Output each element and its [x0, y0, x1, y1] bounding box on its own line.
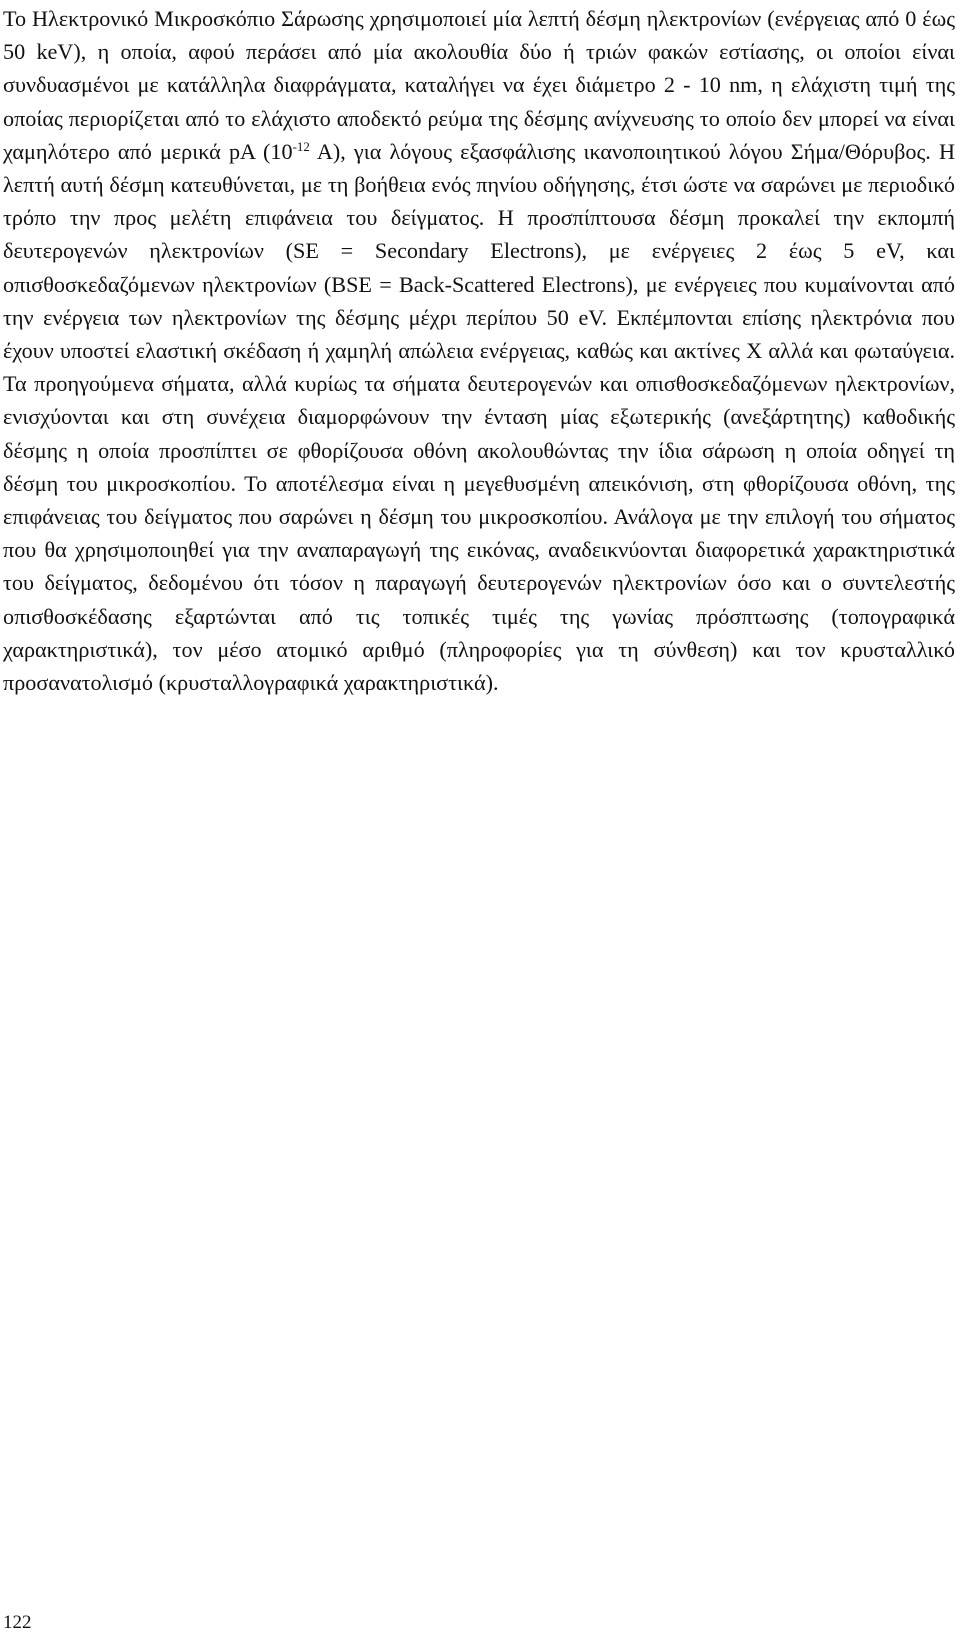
page-number: 122 [3, 1612, 32, 1633]
body-paragraph [3, 2, 955, 699]
paragraph-text-part-1: Το Ηλεκτρονικό Μικροσκόπιο Σάρωσης χρησιμοποιεί μία λεπτή δέσμη ηλεκτρονίων (ενέργειας από 0 έως 50 keV), η οποία, αφού περάσει από μία ακολουθία δύο ή τριών φακών εστίασης, οι οποίοι είναι συνδυασμένοι με κατάλληλα διαφράγματα, καταλήγει να έχει διάμετρο 2 - 10 nm, η ελάχιστη τιμή της οποίας περιορίζεται από το ελάχιστο αποδεκτό ρεύμα της δέσμης ανίχνευσης το οποίο δεν μπορεί να είναι χαμηλότερο από μερικά pA (10 [3, 6, 955, 164]
exponent-superscript: -12 [292, 138, 310, 154]
paragraph-text-part-2: A), για λόγους εξασφάλισης ικανοποιητικού λόγου Σήμα/Θόρυβος. Η λεπτή αυτή δέσμη κατευθύνεται, με τη βοήθεια ενός πηνίου οδήγησης, έτσι ώστε να σαρώνει με περιοδικό τρόπο την προς μελέτη επιφάνεια του δείγματος. Η προσπίπτουσα δέσμη προκαλεί την εκπομπή δευτερογενών ηλεκτρονίων (SE = Secondary Electrons), με ενέργειες 2 έως 5 eV, και οπισθοσκεδαζόμενων ηλεκτρονίων (BSE = Back-Scattered Electrons), με ενέργειες που κυμαίνονται από την ενέργεια των ηλεκτρονίων της δέσμης μέχρι περίπου 50 eV. Εκπέμπονται επίσης ηλεκτρόνια που έχουν υποστεί ελαστική σκέδαση ή χαμηλή απώλεια ενέργειας, καθώς και ακτίνες X αλλά και φωταύγεια. Τα προηγούμενα σήματα, αλλά κυρίως τα σήματα δευτερογενών και οπισθοσκεδαζόμενων ηλεκτρονίων, ενισχύονται και στη συνέχεια διαμορφώνουν την ένταση μίας εξωτερικής (ανεξάρτητης) καθοδικής δέσμης η οποία προσπίπτει σε φθορίζουσα οθόνη ακολουθώντας την ίδια σάρωση η οποία οδηγεί τη δέσμη του μικροσκοπίου. Το αποτέλεσμα είναι η μεγεθυσμένη απεικόνιση, στη φθορίζουσα οθόνη, της επιφάνειας του δείγματος που σαρώνει η δέσμη του μικροσκοπίου. Ανάλογα με την επιλογή του σήματος που θα χρησιμοποιηθεί για την αναπαραγωγή της εικόνας, αναδεικνύονται διαφορετικά χαρακτηριστικά του δείγματος, δεδομένου ότι τόσον η παραγωγή δευτερογενών ηλεκτρονίων όσο και ο συντελεστής οπισθοσκέδασης εξαρτώνται από τις τοπικές τιμές της γωνίας πρόσπτωσης (τοπογραφικά χαρακτηριστικά), τον μέσο ατομικό αριθμό (πληροφορίες για τη σύνθεση) και τον κρυσταλλικό προσανατολισμό (κρυσταλλογραφικά χαρακτηριστικά). [3, 138, 955, 696]
